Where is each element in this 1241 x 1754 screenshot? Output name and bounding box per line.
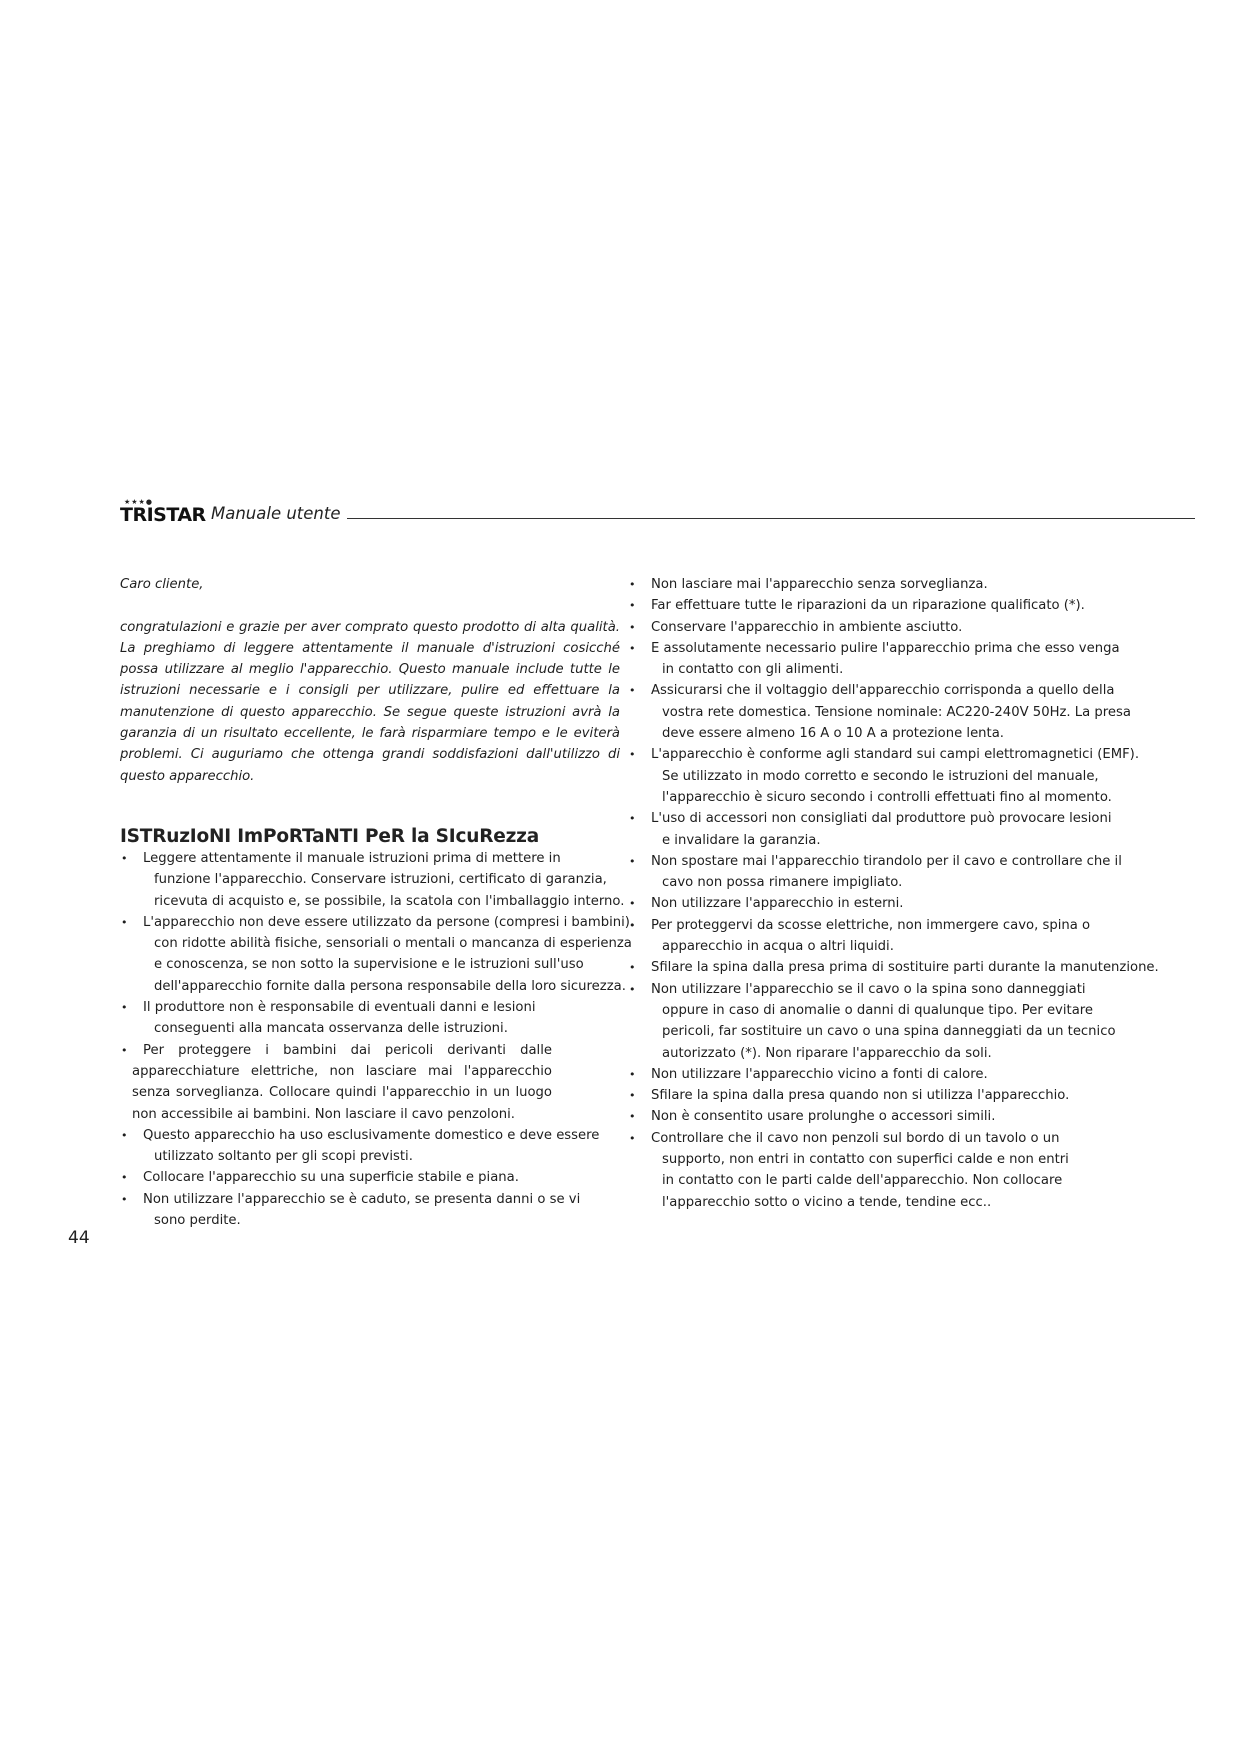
page-number: 44 [68,1228,90,1248]
right-column [628,574,1159,1213]
list-item-line: e invalidare la garanzia. [662,832,821,848]
list-item [628,979,1148,1064]
list-item [628,915,1148,958]
list-item [120,848,625,912]
logo-stars-icon: ★★★● [124,498,153,506]
safety-list-left [120,848,632,1231]
list-item-line: • Collocare l'apparecchio su una superficie stabile e piana. [143,1170,519,1186]
list-item-line: • L'apparecchio non deve essere utilizzato da persone (compresi i bambini) [143,914,630,930]
list-item-line: autorizzato (*). Non riparare l'apparecchio da soli. [662,1045,992,1061]
list-item-line: oppure in caso di anomalie o danni di qualunque tipo. Per evitare [662,1002,1094,1018]
list-item-line: • Conservare l'apparecchio in ambiente asciutto. [651,619,963,635]
list-item [628,957,1159,978]
section-title: ISTRuzIoNI ImPoRTaNTI PeR la SIcuRezza [120,825,540,847]
list-item-line: cavo non possa rimanere impigliato. [662,875,903,891]
list-item [628,808,1148,851]
list-item-line: • L'apparecchio è conforme agli standard sui campi elettromagnetici (EMF). [651,747,1140,763]
list-item [120,1189,620,1232]
list-item [628,1106,1148,1127]
list-item-line: • Non è consentito usare prolunghe o accessori simili. [651,1109,996,1125]
list-item-line: pericoli, far sostituire un cavo o una spina danneggiati da un tecnico [662,1024,1116,1040]
list-item [628,617,1148,638]
greeting: Caro cliente, [120,577,204,592]
list-item [628,1128,1148,1213]
list-item-line: deve essere almeno 16 A o 10 A a protezione lenta. [662,726,1004,742]
list-item-line: l'apparecchio sotto o vicino a tende, tendine ecc.. [662,1194,992,1210]
list-item-line: utilizzato soltanto per gli scopi previsti. [154,1149,413,1165]
list-item-line: • Per proteggervi da scosse elettriche, non immergere cavo, spina o [651,917,1091,933]
list-item-line: con ridotte abilità fisiche, sensoriali o mentali o mancanza di esperienza [154,936,632,952]
list-item [120,1125,620,1168]
list-item-line: • Non utilizzare l'apparecchio vicino a fonti di calore. [651,1066,988,1082]
list-item-line: conseguenti alla mancata osservanza delle istruzioni. [154,1021,508,1037]
list-item-line: vostra rete domestica. Tensione nominale: AC220-240V 50Hz. La presa [662,704,1131,720]
list-item-line: • Il produttore non è responsabile di eventuali danni e lesioni [143,1000,536,1016]
left-column [120,574,632,1231]
list-item-line: supporto, non entri in contatto con superfici calde e non entri [662,1152,1069,1168]
list-item-line: l'apparecchio è sicuro secondo i controlli effettuati fino al momento. [662,789,1112,805]
list-item [120,1167,620,1188]
intro-paragraph: congratulazioni e grazie per aver comprato questo prodotto di alta qualità. La preghiamo di leggere attentamente il manuale d'istruzioni cosicché possa utilizzare al meglio l'apparecchio. Questo manuale include tutte le istruzioni necessarie e i consigli per utilizzare, pulire ed effettuare la manutenzione di questo apparecchio. Se segue queste istruzioni avrà la garanzia di un risultato eccellente, le farà risparmiare tempo e le eviterà problemi. Ci auguriamo che ottenga grandi soddisfazioni dall'utilizzo di questo apparecchio. [120,619,620,784]
list-item [120,1040,620,1125]
list-item-line: e conoscenza, se non sotto la supervisione e le istruzioni sull'uso [154,957,584,973]
list-item-line: Se utilizzato in modo corretto e secondo le istruzioni del manuale, [662,768,1099,784]
list-item-line: dell'apparecchio fornite dalla persona responsabile della loro sicurezza. [154,978,626,994]
list-item [628,638,1148,681]
list-item-line: in contatto con le parti calde dell'apparecchio. Non collocare [662,1173,1063,1189]
logo-brand: TRISTAR [120,504,206,526]
page-header [120,498,1195,528]
list-item [628,574,1148,595]
list-item-line: • E assolutamente necessario pulire l'apparecchio prima che esso venga [651,640,1120,656]
list-item [628,744,1148,808]
list-item [628,680,1148,744]
list-item [628,851,1148,894]
tristar-logo [120,498,206,528]
list-item-line: • Non utilizzare l'apparecchio se è caduto, se presenta danni o se vi [143,1191,581,1207]
list-item-line: apparecchio in acqua o altri liquidi. [662,939,894,955]
list-item [628,893,1148,914]
header-divider [347,518,1195,519]
list-item-line: • Leggere attentamente il manuale istruzioni prima di mettere in [143,850,561,866]
list-item-line: • Non spostare mai l'apparecchio tirandolo per il cavo e controllare che il [651,853,1122,869]
list-item-line: • Assicurarsi che il voltaggio dell'apparecchio corrisponda a quello della [651,683,1115,699]
list-item-line: • Far effettuare tutte le riparazioni da un riparazione qualificato (*). [651,598,1085,614]
list-item-line: • Controllare che il cavo non penzoli sul bordo di un tavolo o un [651,1130,1060,1146]
list-item [120,912,632,997]
list-item [628,1085,1148,1106]
list-item-line: in contatto con gli alimenti. [662,662,844,678]
list-item [628,595,1148,616]
list-item-line: • L'uso di accessori non consigliati dal produttore può provocare lesioni [651,811,1112,827]
list-item [628,1064,1148,1085]
list-item-line: • Questo apparecchio ha uso esclusivamente domestico e deve essere [143,1127,600,1143]
list-item-line: • Non utilizzare l'apparecchio se il cavo o la spina sono danneggiati [651,981,1086,997]
list-item-line: ricevuta di acquisto e, se possibile, la scatola con l'imballaggio interno. [154,893,625,909]
list-item [120,997,620,1040]
list-item-line: funzione l'apparecchio. Conservare istruzioni, certificato di garanzia, [154,872,607,888]
header-title: Manuale utente [211,504,341,523]
list-item-line: • Sfilare la spina dalla presa prima di sostituire parti durante la manutenzione. [651,960,1159,976]
list-item-line: • Non utilizzare l'apparecchio in esterni. [651,896,904,912]
list-item-line: • Non lasciare mai l'apparecchio senza sorveglianza. [651,577,988,592]
list-item-text: • Per proteggere i bambini dai pericoli derivanti dalle apparecchiature elettriche, non lasciare mai l'apparecchio senza sorveglianza. Collocare quindi l'apparecchio in un luogo non accessibile ai bambini. Non lasciare il cavo penzoloni. [132,1042,552,1122]
list-item-line: • Sfilare la spina dalla presa quando non si utilizza l'apparecchio. [651,1088,1070,1104]
safety-list-right [628,574,1159,1213]
list-item-line: sono perdite. [154,1213,241,1229]
